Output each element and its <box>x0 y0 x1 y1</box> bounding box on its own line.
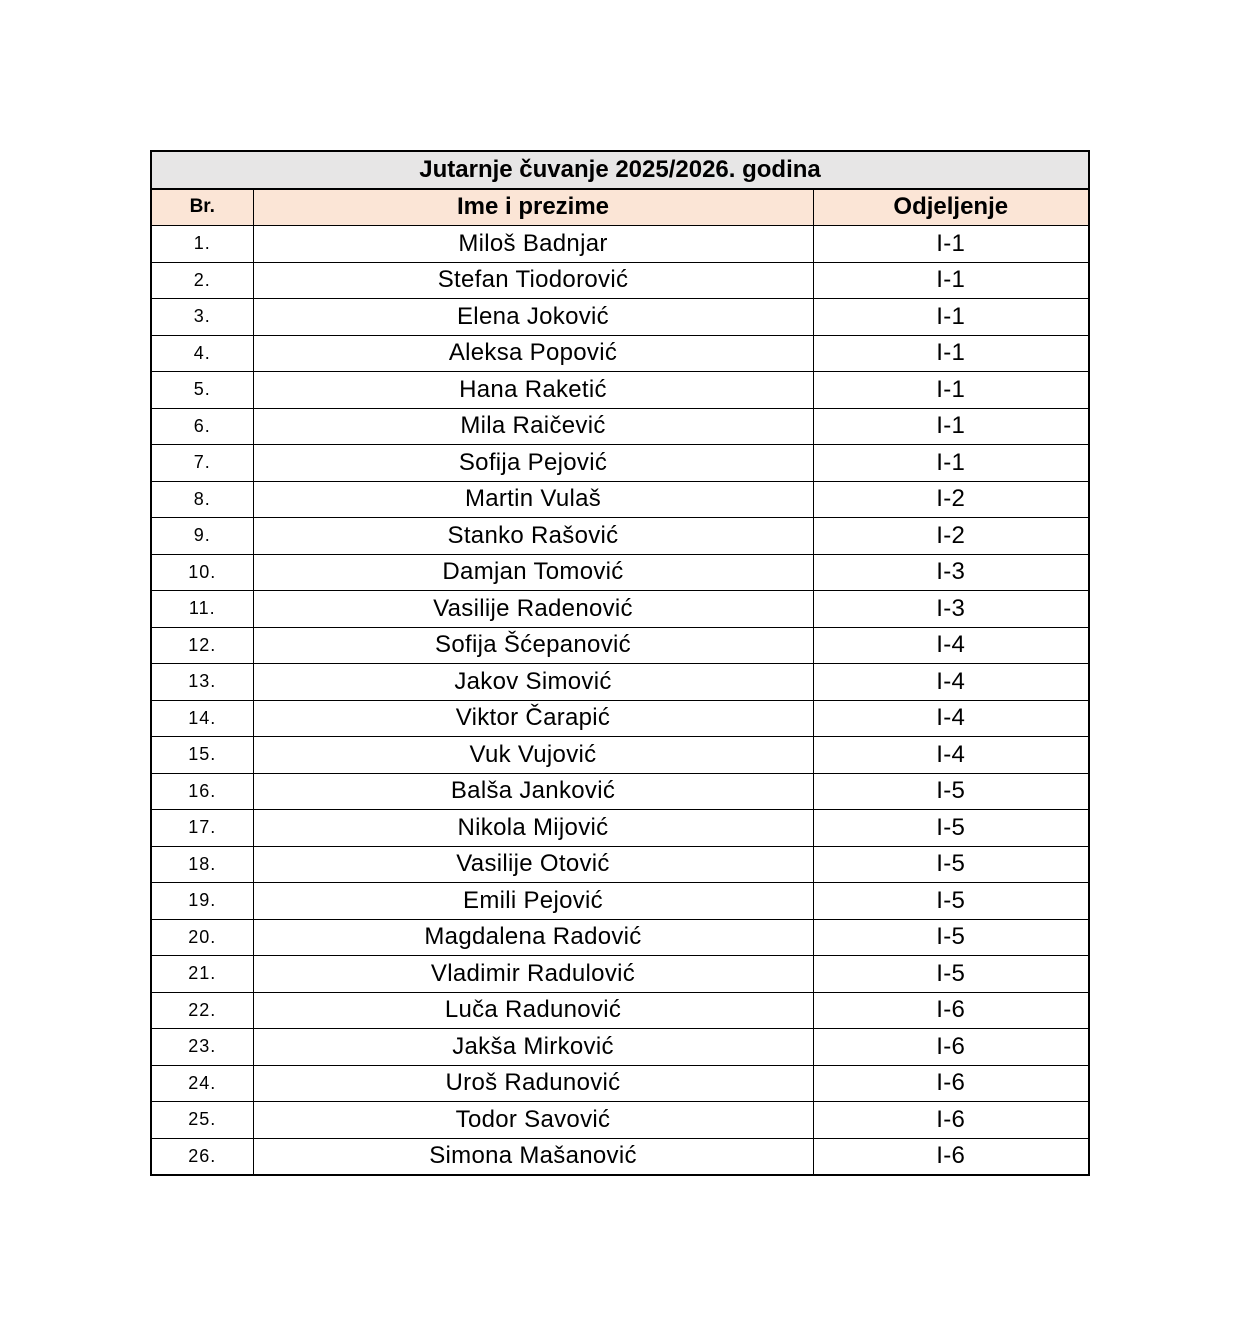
row-class-cell: I-6 <box>813 1029 1089 1066</box>
table-row <box>151 700 1089 737</box>
row-name-cell: Viktor Čarapić <box>253 700 813 737</box>
row-number-cell: 21. <box>151 956 253 993</box>
table-row <box>151 445 1089 482</box>
row-class-cell: I-2 <box>813 518 1089 555</box>
table-row <box>151 226 1089 263</box>
row-name-cell: Elena Joković <box>253 299 813 336</box>
table-row <box>151 1102 1089 1139</box>
row-number-cell: 11. <box>151 591 253 628</box>
row-number-cell: 13. <box>151 664 253 701</box>
header-number: Br. <box>151 189 253 226</box>
row-class-cell: I-4 <box>813 627 1089 664</box>
row-class-cell: I-1 <box>813 262 1089 299</box>
row-name-cell: Stefan Tiodorović <box>253 262 813 299</box>
row-number-cell: 3. <box>151 299 253 336</box>
table-row <box>151 846 1089 883</box>
header-class: Odjeljenje <box>813 189 1089 226</box>
row-name-cell: Emili Pejović <box>253 883 813 920</box>
table-header-row <box>151 189 1089 226</box>
row-name-cell: Hana Raketić <box>253 372 813 409</box>
table-row <box>151 627 1089 664</box>
row-class-cell: I-4 <box>813 700 1089 737</box>
row-class-cell: I-2 <box>813 481 1089 518</box>
row-class-cell: I-5 <box>813 810 1089 847</box>
table-row <box>151 335 1089 372</box>
row-number-cell: 15. <box>151 737 253 774</box>
row-name-cell: Jakša Mirković <box>253 1029 813 1066</box>
row-number-cell: 25. <box>151 1102 253 1139</box>
row-number-cell: 5. <box>151 372 253 409</box>
table-row <box>151 481 1089 518</box>
row-number-cell: 10. <box>151 554 253 591</box>
table-row <box>151 664 1089 701</box>
row-name-cell: Balša Janković <box>253 773 813 810</box>
row-number-cell: 18. <box>151 846 253 883</box>
row-number-cell: 26. <box>151 1138 253 1175</box>
row-class-cell: I-1 <box>813 372 1089 409</box>
row-name-cell: Aleksa Popović <box>253 335 813 372</box>
row-class-cell: I-5 <box>813 773 1089 810</box>
row-name-cell: Damjan Tomović <box>253 554 813 591</box>
row-number-cell: 14. <box>151 700 253 737</box>
row-name-cell: Vladimir Radulović <box>253 956 813 993</box>
table-row <box>151 919 1089 956</box>
row-number-cell: 12. <box>151 627 253 664</box>
row-number-cell: 8. <box>151 481 253 518</box>
row-class-cell: I-1 <box>813 408 1089 445</box>
table-row <box>151 408 1089 445</box>
row-class-cell: I-4 <box>813 737 1089 774</box>
row-name-cell: Miloš Badnjar <box>253 226 813 263</box>
row-name-cell: Jakov Simović <box>253 664 813 701</box>
row-number-cell: 20. <box>151 919 253 956</box>
table-row <box>151 518 1089 555</box>
table-row <box>151 1029 1089 1066</box>
enrollment-table <box>150 150 1090 1176</box>
table-row <box>151 1138 1089 1175</box>
row-name-cell: Stanko Rašović <box>253 518 813 555</box>
row-name-cell: Uroš Radunović <box>253 1065 813 1102</box>
row-class-cell: I-3 <box>813 591 1089 628</box>
table-row <box>151 591 1089 628</box>
row-class-cell: I-1 <box>813 335 1089 372</box>
row-name-cell: Nikola Mijović <box>253 810 813 847</box>
row-class-cell: I-5 <box>813 846 1089 883</box>
row-class-cell: I-5 <box>813 883 1089 920</box>
table-row <box>151 883 1089 920</box>
table-row <box>151 299 1089 336</box>
row-number-cell: 7. <box>151 445 253 482</box>
row-name-cell: Magdalena Radović <box>253 919 813 956</box>
row-name-cell: Sofija Pejović <box>253 445 813 482</box>
row-name-cell: Sofija Šćepanović <box>253 627 813 664</box>
row-class-cell: I-6 <box>813 1102 1089 1139</box>
row-class-cell: I-6 <box>813 992 1089 1029</box>
row-number-cell: 6. <box>151 408 253 445</box>
row-number-cell: 22. <box>151 992 253 1029</box>
table-row <box>151 773 1089 810</box>
table-row <box>151 372 1089 409</box>
row-number-cell: 23. <box>151 1029 253 1066</box>
table-row <box>151 262 1089 299</box>
row-name-cell: Vuk Vujović <box>253 737 813 774</box>
row-class-cell: I-5 <box>813 919 1089 956</box>
table-row <box>151 737 1089 774</box>
row-name-cell: Luča Radunović <box>253 992 813 1029</box>
row-number-cell: 4. <box>151 335 253 372</box>
row-class-cell: I-6 <box>813 1065 1089 1102</box>
row-name-cell: Martin Vulaš <box>253 481 813 518</box>
row-class-cell: I-1 <box>813 445 1089 482</box>
row-number-cell: 2. <box>151 262 253 299</box>
table-row <box>151 956 1089 993</box>
row-number-cell: 9. <box>151 518 253 555</box>
row-name-cell: Mila Raičević <box>253 408 813 445</box>
table-row <box>151 554 1089 591</box>
table-row <box>151 1065 1089 1102</box>
table-row <box>151 810 1089 847</box>
row-number-cell: 1. <box>151 226 253 263</box>
row-name-cell: Vasilije Otović <box>253 846 813 883</box>
row-class-cell: I-3 <box>813 554 1089 591</box>
row-number-cell: 24. <box>151 1065 253 1102</box>
row-class-cell: I-1 <box>813 226 1089 263</box>
row-class-cell: I-5 <box>813 956 1089 993</box>
row-class-cell: I-6 <box>813 1138 1089 1175</box>
row-number-cell: 17. <box>151 810 253 847</box>
row-name-cell: Todor Savović <box>253 1102 813 1139</box>
row-class-cell: I-1 <box>813 299 1089 336</box>
table-title: Jutarnje čuvanje 2025/2026. godina <box>151 151 1089 189</box>
table-title-row <box>151 151 1089 189</box>
header-name: Ime i prezime <box>253 189 813 226</box>
row-class-cell: I-4 <box>813 664 1089 701</box>
row-name-cell: Simona Mašanović <box>253 1138 813 1175</box>
row-name-cell: Vasilije Radenović <box>253 591 813 628</box>
row-number-cell: 19. <box>151 883 253 920</box>
table-body <box>151 226 1089 1176</box>
table-row <box>151 992 1089 1029</box>
row-number-cell: 16. <box>151 773 253 810</box>
